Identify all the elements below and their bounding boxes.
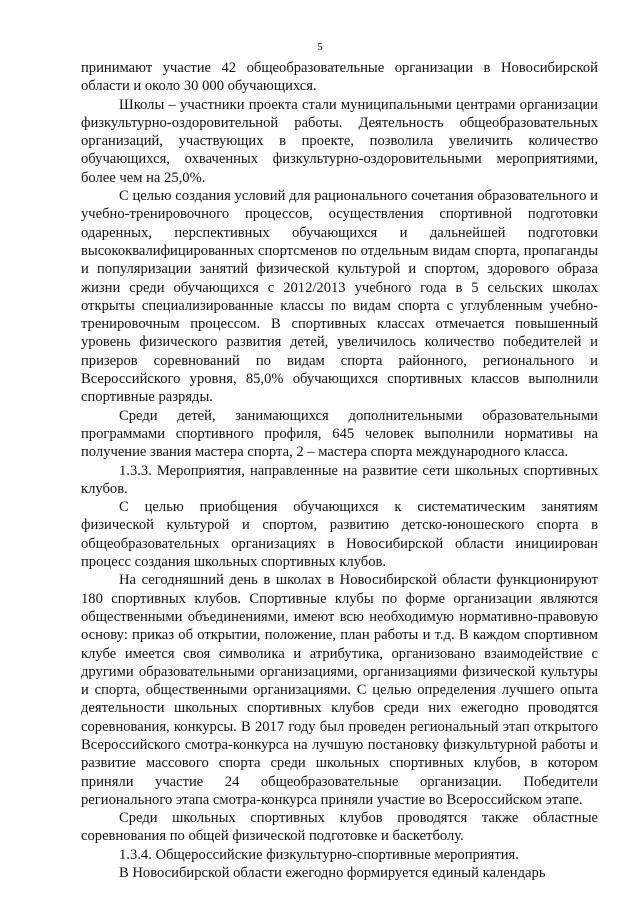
paragraph-masters-of-sport: Среди детей, занимающихся дополнительными образовательными программами спортивного профиля, 645 человек выполнили нормативы на получение звания мастера спорта, 2 – мастера спорта международного класса. <box>81 407 598 461</box>
section-heading-1-3-4: 1.3.4. Общероссийские физкультурно-спортивные мероприятия. <box>119 846 519 863</box>
section-heading-1-3-3: 1.3.3. Мероприятия, направленные на развитие сети школьных спортивных клубов. <box>81 462 598 497</box>
paragraph-specialized-classes: С целью создания условий для рационального сочетания образовательного и учебно-тренировочного процессов, осуществления спортивной подготовки одаренных, перспективных обучающихся и дальнейшей подготовки высококвалифицированных спортсменов по отдельным видам спорта, пропаганды и популяризации занятий физической культурой и спортом, здорового образа жизни среди обучающихся с 2012/2013 учебного года в 5 сельских школах открыты специализированные классы по видам спорта с углубленным учебно-тренировочным процессом. В спортивных классах отмечается повышенный уровень физического развития детей, увеличилось количество победителей и призеров соревнований по видам спорта районного, регионального и Всероссийского уровня, 85,0% обучающихся спортивных классов выполнили спортивные разряды. <box>81 188 598 406</box>
paragraph-schools-centers: Школы – участники проекта стали муниципальными центрами организации физкультурно-оздоровительной работы. Деятельность общеобразовательных организаций, участвующих в проекте, позволила увеличить количество обучающихся, охваченных физкультурно-оздоровительными мероприятиями, более чем на 25,0%. <box>81 96 598 186</box>
paragraph-regional-competitions: Среди школьных спортивных клубов проводятся также областные соревнования по общей физической подготовке и баскетболу. <box>81 810 598 845</box>
document-body <box>81 59 598 882</box>
paragraph-unified-calendar: В Новосибирской области ежегодно формируется единый календарь <box>119 865 546 882</box>
paragraph-clubs-initiative: С целью приобщения обучающихся к систематическим занятиям физической культурой и спортом, развитию детско-юношеского спорта в общеобразовательных организациях в Новосибирской области инициирован процесс создания школьных спортивных клубов. <box>81 499 598 571</box>
page-number: 5 <box>317 41 323 53</box>
paragraph-clubs-functioning: На сегодняшний день в школах в Новосибирской области функционируют 180 спортивных клубов. Спортивные клубы по форме организации являются общественными объединениями, имеют всю необходимую нормативно-правовую основу: приказ об открытии, положение, план работы и т.д. В каждом спортивном клубе имеется своя символика и атрибутика, организовано взаимодействие с другими образовательными организациями, организациями физической культуры и спорта, общественными организациями. С целью определения лучшего опыта деятельности школьных спортивных клубов среди них ежегодно проводятся соревнования, конкурсы. В 2017 году был проведен региональный этап открытого Всероссийского смотра-конкурса на лучшую постановку физкультурной работы и развитие массового спорта среди школьных спортивных клубов, в котором приняли участие 24 общеобразовательные организации. Победители регионального этапа смотра-конкурса приняли участие во Всероссийском этапе. <box>81 572 598 808</box>
paragraph-continuation: принимают участие 42 общеобразовательные организации в Новосибирской области и около 30 000 обучающихся. <box>81 60 598 95</box>
